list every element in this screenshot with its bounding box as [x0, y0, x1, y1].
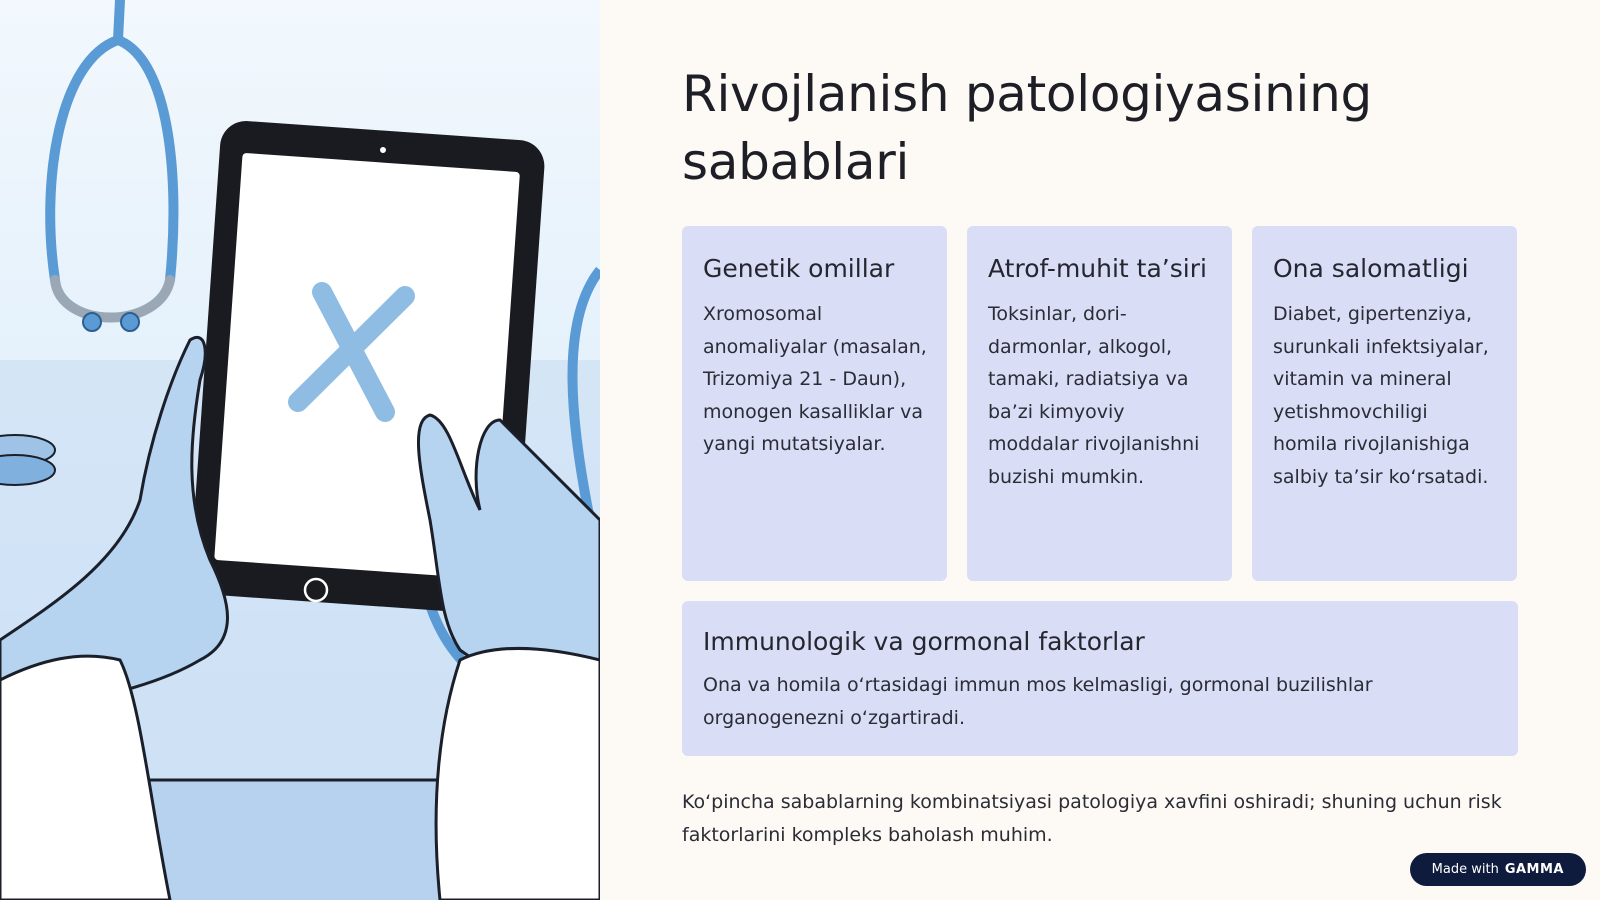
card-text: Toksinlar, dori-darmonlar, alkogol, tamaki, radiatsiya va ba’zi kimyoviy moddalar rivojlanishni buzishi mumkin.: [988, 303, 1200, 488]
card-text: Ona va homila o‘rtasidagi immun mos kelmasligi, gormonal buzilishlar organogenezni o‘zgartiradi.: [703, 674, 1373, 729]
cause-cards: [682, 226, 1518, 581]
footnote: Ko‘pincha sabablarning kombinatsiyasi patologiya xavfini oshiradi; shuning uchun risk faktorlarini kompleks baholash muhim.: [682, 791, 1502, 846]
chest-piece-icon: [0, 435, 55, 485]
card-maternal-health: [1252, 226, 1517, 581]
card-title: Atrof-muhit ta’siri: [988, 254, 1207, 283]
card-text: Xromosomal anomaliyalar (masalan, Trizomiya 21 - Daun), monogen kasalliklar va yangi mutatsiyalar.: [703, 303, 927, 455]
doctor-tablet-illustration: [0, 0, 600, 900]
card-genetic-factors: [682, 226, 947, 581]
card-title: Immunologik va gormonal faktorlar: [703, 627, 1145, 656]
page-title: Rivojlanish patologiyasining sabablari: [682, 65, 1372, 191]
made-with-gamma-badge[interactable]: [1410, 853, 1586, 886]
card-title: Genetik omillar: [703, 254, 895, 283]
badge-prefix: Made with: [1431, 862, 1499, 877]
card-title: Ona salomatligi: [1273, 254, 1469, 283]
card-immunologic-hormonal: [682, 601, 1518, 756]
illustration-panel: [0, 0, 600, 900]
card-environmental-influence: [967, 226, 1232, 581]
content-area: [682, 60, 1518, 851]
card-text: Diabet, gipertenziya, surunkali infektsiyalar, vitamin va mineral yetishmovchiligi homila rivojlanishiga salbiy ta’sir ko‘rsatadi.: [1273, 303, 1489, 488]
gamma-logo: GAMMA: [1504, 862, 1564, 877]
stethoscope-icon: [50, 0, 173, 331]
